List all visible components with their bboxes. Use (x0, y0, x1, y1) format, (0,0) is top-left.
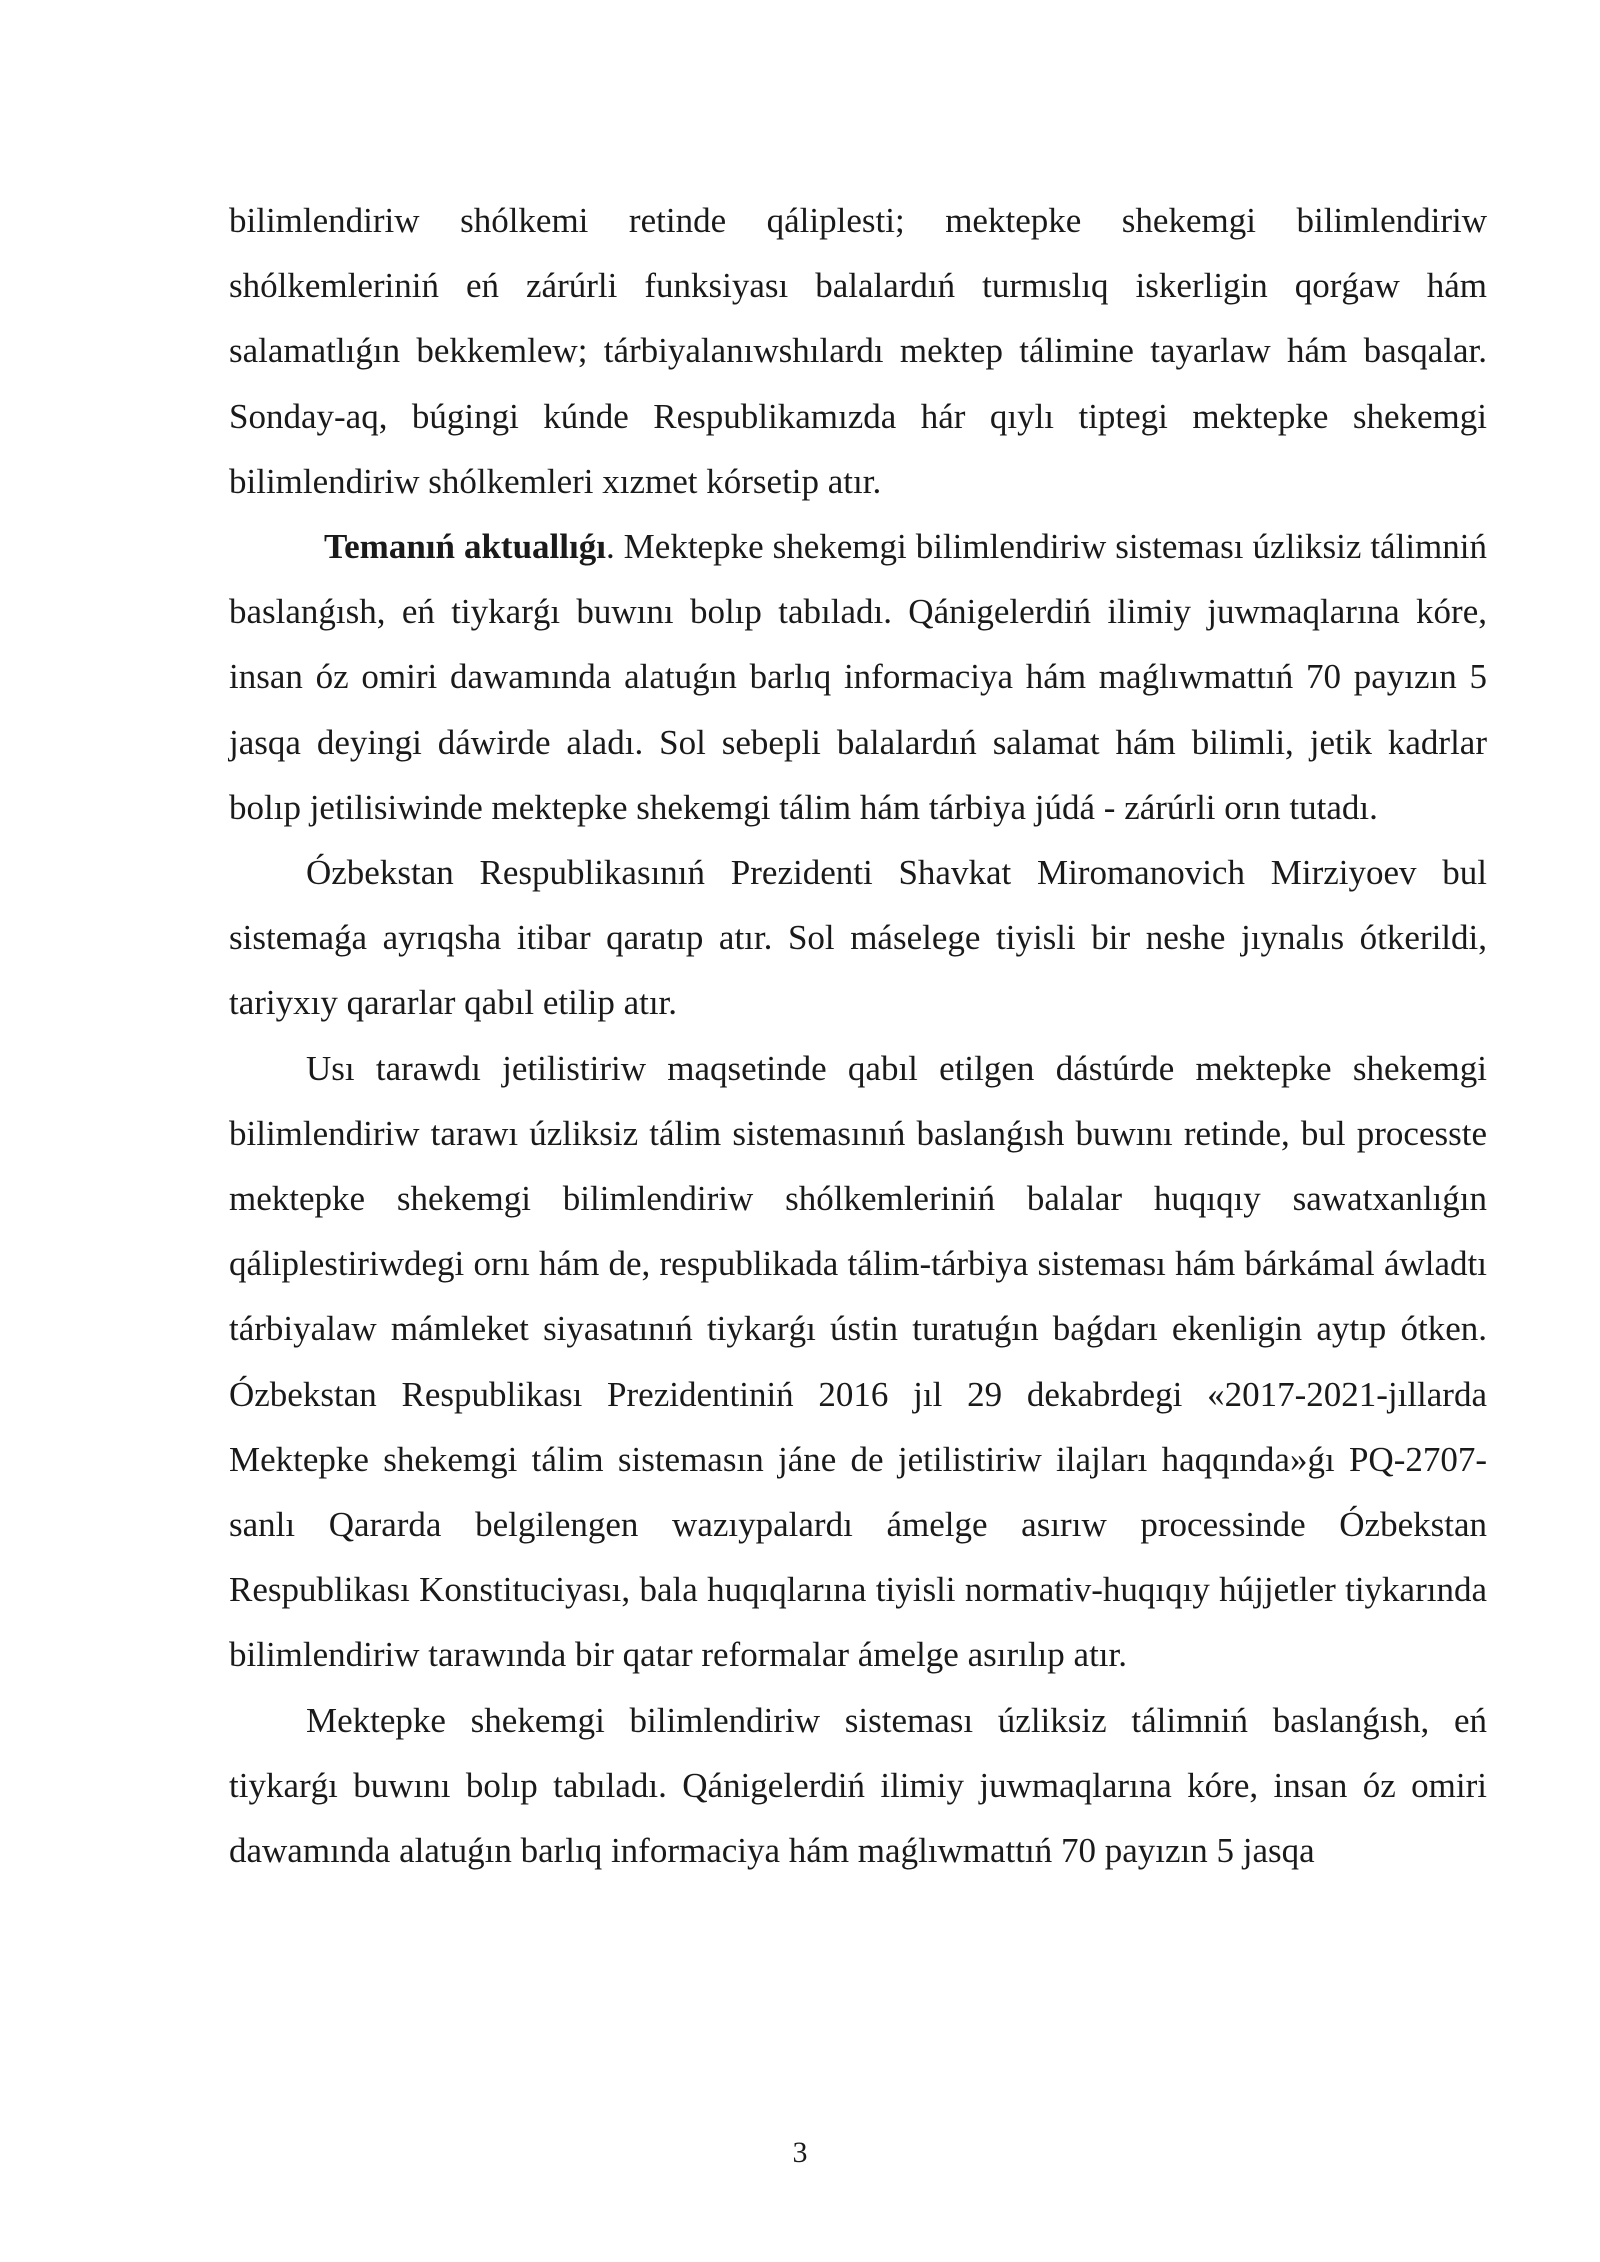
paragraph-president: Ózbekstan Respublikasınıń Prezidenti Shavkat Miromanovich Mirziyoev bul sistemaǵa ayrıqsha itibar qaratıp atır. Sol máselege tiyisli bir neshe jıynalıs ótkerildi, tariyxıy qararlar qabıl etilip atır. (229, 853, 1487, 1023)
paragraph-lead-bold: Temanıń aktuallıǵı (324, 527, 606, 567)
paragraph-topic-relevance (229, 514, 1487, 840)
paragraph-continuation: bilimlendiriw shólkemi retinde qáliplesti; mektepke shekemgi bilimlendiriw shólkemleriniń eń zárúrli funksiyası balalardıń turmıslıq iskerligin qorǵaw hám salamatlıǵın bekkemlew; tárbiyalanıwshılardı mektep tálimine tayarlaw hám basqalar. Sonday-aq, búgingi kúnde Respublikamızda hár qıylı tiptegi mektepke shekemgi bilimlendiriw shólkemleri xızmet kórsetip atır. (229, 201, 1487, 501)
paragraph-program: Usı tarawdı jetilistiriw maqsetinde qabıl etilgen dástúrde mektepke shekemgi bilimlendiriw tarawı úzliksiz tálim sistemasınıń baslanǵısh buwını retinde, bul processte mektepke shekemgi bilimlendiriw shólkemleriniń balalar huqıqıy sawatxanlıǵın qáliplestiriwdegi ornı hám de, respublikada tálim-tárbiya sisteması hám bárkámal áwladtı tárbiyalaw mámleket siyasatınıń tiykarǵı ústin turatuǵın baǵdarı ekenligin aytıp ótken. Ózbekstan Respublikası Prezidentiniń 2016 jıl 29 dekabrdegi «2017-2021-jıllarda Mektepke shekemgi tálim sistemasın jáne de jetilistiriw ilajları haqqında»ǵı PQ-2707-sanlı Qararda belgilengen wazıypalardı ámelge asırıw processinde Ózbekstan Respublikası Konstituciyası, bala huqıqlarına tiyisli normativ-huqıqıy hújjetler tiykarında bilimlendiriw tarawında bir qatar reformalar ámelge asırılıp atır. (229, 1048, 1487, 1675)
paragraph-system: Mektepke shekemgi bilimlendiriw sisteması úzliksiz tálimniń baslanǵısh, eń tiykarǵı buwını bolıp tabıladı. Qánigelerdiń ilimiy juwmaqlarına kóre, insan óz omiri dawamında alatuǵın barlıq informaciya hám maǵlıwmattıń 70 payızın 5 jasqa (229, 1700, 1487, 1871)
body-text (229, 188, 1487, 1883)
page-number: 3 (792, 2136, 808, 2169)
paragraph-body: . Mektepke shekemgi bilimlendiriw sisteması úzliksiz tálimniń baslanǵısh, eń tiykarǵı buwını bolıp tabıladı. Qánigelerdiń ilimiy juwmaqlarına kóre, insan óz omiri dawamında alatuǵın barlıq informaciya hám maǵlıwmattıń 70 payızın 5 jasqa deyingi dáwirde aladı. Sol sebepli balalardıń salamat hám bilimli, jetik kadrlar bolıp jetilisiwinde mektepke shekemgi tálim hám tárbiya júdá - zárúrli orın tutadı. (229, 527, 1487, 827)
